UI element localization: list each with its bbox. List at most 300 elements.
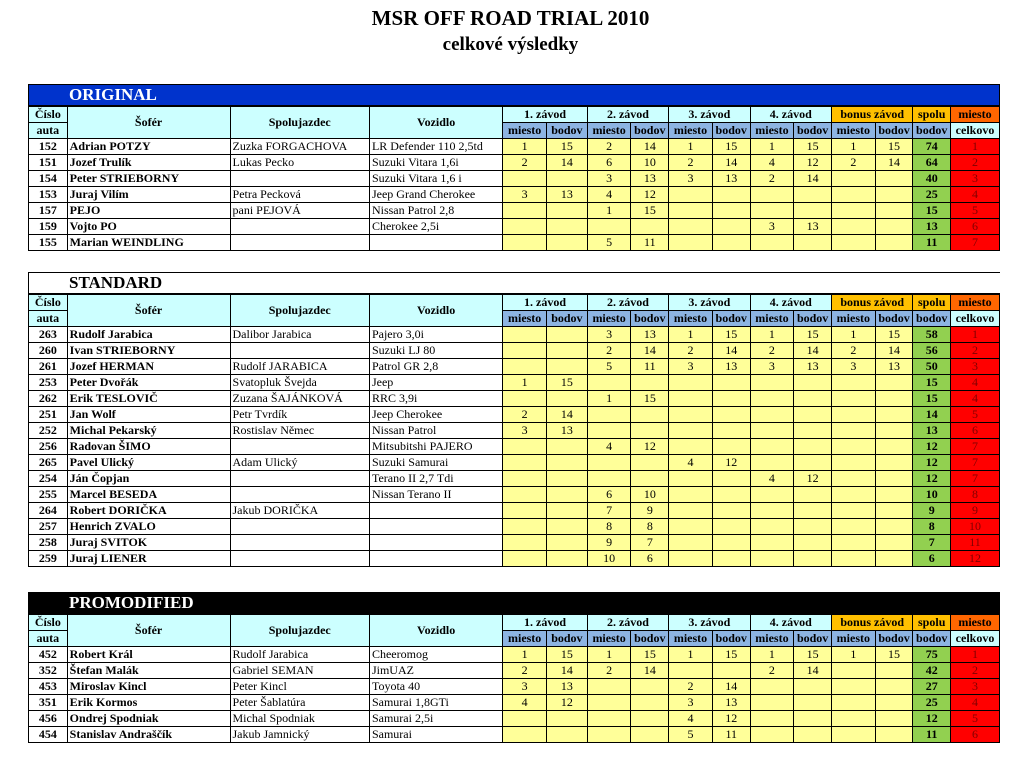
car-number: 253 xyxy=(29,375,68,391)
race-points: 15 xyxy=(631,647,669,663)
total-points: 12 xyxy=(913,439,951,455)
header-race-2: 2. závod xyxy=(587,107,668,123)
overall-rank: 1 xyxy=(951,327,1000,343)
header-overall: celkovo xyxy=(951,631,1000,647)
race-points xyxy=(712,471,750,487)
race-place xyxy=(587,727,631,743)
race-place xyxy=(831,439,875,455)
car-number: 454 xyxy=(29,727,68,743)
header-bonus: bonus závod xyxy=(831,107,912,123)
header-race-1: 1. závod xyxy=(503,107,587,123)
race-place: 2 xyxy=(750,343,794,359)
race-place xyxy=(503,439,547,455)
total-points: 8 xyxy=(913,519,951,535)
race-points xyxy=(631,695,669,711)
header-race-4: 4. závod xyxy=(750,295,831,311)
race-points: 15 xyxy=(794,647,832,663)
vehicle-name xyxy=(369,503,502,519)
driver-name: Marian WEINDLING xyxy=(67,235,230,251)
header-place: miesto xyxy=(831,631,875,647)
header-spolujazdec: Spolujazdec xyxy=(230,295,369,327)
race-place xyxy=(669,551,713,567)
race-points xyxy=(712,503,750,519)
race-points: 13 xyxy=(547,423,588,439)
overall-rank: 2 xyxy=(951,343,1000,359)
race-place: 2 xyxy=(831,343,875,359)
driver-name: Pavel Ulický xyxy=(67,455,230,471)
race-points: 15 xyxy=(547,375,588,391)
race-place: 1 xyxy=(669,327,713,343)
race-points xyxy=(631,471,669,487)
car-number: 260 xyxy=(29,343,68,359)
section-title: PROMODIFIED xyxy=(28,592,1000,614)
header-sofer: Šofér xyxy=(67,615,230,647)
vehicle-name xyxy=(369,235,502,251)
race-place: 7 xyxy=(587,503,631,519)
vehicle-name: Patrol GR 2,8 xyxy=(369,359,502,375)
race-points: 13 xyxy=(794,219,832,235)
race-points xyxy=(547,727,588,743)
race-place xyxy=(750,551,794,567)
race-place: 4 xyxy=(669,711,713,727)
race-points: 10 xyxy=(631,487,669,503)
race-place xyxy=(503,487,547,503)
race-points: 15 xyxy=(875,647,913,663)
table-row xyxy=(29,647,1000,663)
car-number: 159 xyxy=(29,219,68,235)
table-row xyxy=(29,407,1000,423)
race-place: 6 xyxy=(587,155,631,171)
vehicle-name: Pajero 3,0i xyxy=(369,327,502,343)
race-points xyxy=(631,455,669,471)
race-place xyxy=(831,535,875,551)
vehicle-name: Samurai 1,8GTi xyxy=(369,695,502,711)
race-points xyxy=(794,535,832,551)
race-place xyxy=(750,535,794,551)
table-row xyxy=(29,155,1000,171)
codriver-name: Rudolf JARABICA xyxy=(230,359,369,375)
race-points: 15 xyxy=(631,203,669,219)
race-points xyxy=(547,535,588,551)
race-points xyxy=(712,219,750,235)
overall-rank: 4 xyxy=(951,375,1000,391)
race-place xyxy=(503,203,547,219)
race-place: 3 xyxy=(587,327,631,343)
driver-name: Ivan STRIEBORNY xyxy=(67,343,230,359)
race-place xyxy=(669,407,713,423)
results-table xyxy=(28,106,1000,251)
header-cislo: Číslo xyxy=(29,295,68,311)
race-points xyxy=(875,679,913,695)
vehicle-name: Terano II 2,7 Tdi xyxy=(369,471,502,487)
race-place xyxy=(503,327,547,343)
table-row xyxy=(29,359,1000,375)
race-place xyxy=(503,727,547,743)
header-points: bodov xyxy=(547,123,588,139)
driver-name: Rudolf Jarabica xyxy=(67,327,230,343)
driver-name: Juraj Vilím xyxy=(67,187,230,203)
race-place: 5 xyxy=(669,727,713,743)
race-points: 15 xyxy=(712,327,750,343)
overall-rank: 7 xyxy=(951,439,1000,455)
total-points: 9 xyxy=(913,503,951,519)
race-points xyxy=(712,439,750,455)
race-place xyxy=(587,711,631,727)
race-place: 8 xyxy=(587,519,631,535)
header-auta: auta xyxy=(29,631,68,647)
race-points: 6 xyxy=(631,551,669,567)
car-number: 262 xyxy=(29,391,68,407)
header-place: miesto xyxy=(669,123,713,139)
race-points xyxy=(712,391,750,407)
race-place: 2 xyxy=(587,343,631,359)
race-place: 2 xyxy=(503,407,547,423)
header-place: miesto xyxy=(750,311,794,327)
race-place: 3 xyxy=(669,359,713,375)
race-place xyxy=(750,407,794,423)
overall-rank: 7 xyxy=(951,455,1000,471)
race-place: 3 xyxy=(587,171,631,187)
race-place: 1 xyxy=(669,647,713,663)
header-spolujazdec: Spolujazdec xyxy=(230,107,369,139)
total-points: 11 xyxy=(913,727,951,743)
race-points: 15 xyxy=(547,139,588,155)
car-number: 257 xyxy=(29,519,68,535)
race-place xyxy=(587,219,631,235)
header-points: bodov xyxy=(547,631,588,647)
table-row xyxy=(29,535,1000,551)
header-race-3: 3. závod xyxy=(669,295,750,311)
codriver-name: Dalibor Jarabica xyxy=(230,327,369,343)
race-points xyxy=(875,407,913,423)
vehicle-name: RRC 3,9i xyxy=(369,391,502,407)
race-place xyxy=(669,187,713,203)
car-number: 259 xyxy=(29,551,68,567)
race-points: 15 xyxy=(712,647,750,663)
car-number: 263 xyxy=(29,327,68,343)
table-row xyxy=(29,455,1000,471)
race-points xyxy=(794,203,832,219)
codriver-name: Jakub Jamnický xyxy=(230,727,369,743)
race-points xyxy=(547,711,588,727)
codriver-name: Zuzana ŠAJÁNKOVÁ xyxy=(230,391,369,407)
race-place xyxy=(831,171,875,187)
table-row xyxy=(29,327,1000,343)
car-number: 264 xyxy=(29,503,68,519)
race-place xyxy=(587,679,631,695)
race-points: 13 xyxy=(794,359,832,375)
car-number: 453 xyxy=(29,679,68,695)
race-points xyxy=(547,203,588,219)
header-place: miesto xyxy=(587,311,631,327)
header-place: miesto xyxy=(750,123,794,139)
table-row xyxy=(29,423,1000,439)
codriver-name xyxy=(230,551,369,567)
header-points: bodov xyxy=(875,123,913,139)
race-place xyxy=(587,695,631,711)
table-row xyxy=(29,171,1000,187)
header-points: bodov xyxy=(712,631,750,647)
race-points xyxy=(875,219,913,235)
codriver-name: Gabriel SEMAN xyxy=(230,663,369,679)
race-place: 1 xyxy=(503,375,547,391)
race-points xyxy=(875,695,913,711)
race-place xyxy=(831,187,875,203)
race-points: 15 xyxy=(794,327,832,343)
race-points xyxy=(794,391,832,407)
results-table xyxy=(28,294,1000,567)
header-place: miesto xyxy=(750,631,794,647)
overall-rank: 3 xyxy=(951,171,1000,187)
race-place xyxy=(503,391,547,407)
driver-name: Peter Dvořák xyxy=(67,375,230,391)
race-points xyxy=(712,663,750,679)
codriver-name xyxy=(230,219,369,235)
race-points xyxy=(547,503,588,519)
codriver-name xyxy=(230,471,369,487)
header-points: bodov xyxy=(875,311,913,327)
race-points xyxy=(547,171,588,187)
race-place xyxy=(750,727,794,743)
race-place: 2 xyxy=(587,139,631,155)
header-overall: celkovo xyxy=(951,123,1000,139)
header-rank: miesto xyxy=(951,107,1000,123)
race-points xyxy=(631,679,669,695)
race-points xyxy=(875,439,913,455)
driver-name: PEJO xyxy=(67,203,230,219)
vehicle-name: Samurai 2,5i xyxy=(369,711,502,727)
race-points: 15 xyxy=(547,647,588,663)
race-place xyxy=(750,711,794,727)
car-number: 352 xyxy=(29,663,68,679)
codriver-name xyxy=(230,535,369,551)
driver-name: Erik TESLOVIČ xyxy=(67,391,230,407)
header-row xyxy=(29,107,1000,123)
race-points: 13 xyxy=(547,679,588,695)
header-total-points: bodov xyxy=(913,631,951,647)
race-place xyxy=(669,235,713,251)
header-points: bodov xyxy=(794,311,832,327)
race-points xyxy=(794,711,832,727)
overall-rank: 1 xyxy=(951,647,1000,663)
race-place xyxy=(831,519,875,535)
codriver-name: Petra Pecková xyxy=(230,187,369,203)
race-place: 2 xyxy=(831,155,875,171)
race-points xyxy=(712,235,750,251)
race-place: 4 xyxy=(587,439,631,455)
race-place: 3 xyxy=(750,219,794,235)
table-row xyxy=(29,471,1000,487)
overall-rank: 7 xyxy=(951,235,1000,251)
race-place xyxy=(831,203,875,219)
codriver-name xyxy=(230,235,369,251)
header-row xyxy=(29,295,1000,311)
header-overall: celkovo xyxy=(951,311,1000,327)
overall-rank: 10 xyxy=(951,519,1000,535)
race-place xyxy=(831,663,875,679)
table-row xyxy=(29,219,1000,235)
car-number: 261 xyxy=(29,359,68,375)
race-points xyxy=(631,375,669,391)
header-points: bodov xyxy=(794,123,832,139)
driver-name: Adrian POTZY xyxy=(67,139,230,155)
race-points: 13 xyxy=(631,327,669,343)
header-points: bodov xyxy=(712,123,750,139)
total-points: 42 xyxy=(913,663,951,679)
header-race-4: 4. závod xyxy=(750,107,831,123)
codriver-name: Zuzka FORGACHOVA xyxy=(230,139,369,155)
overall-rank: 3 xyxy=(951,359,1000,375)
overall-rank: 8 xyxy=(951,487,1000,503)
race-place xyxy=(587,471,631,487)
total-points: 13 xyxy=(913,219,951,235)
total-points: 58 xyxy=(913,327,951,343)
driver-name: Juraj LIENER xyxy=(67,551,230,567)
car-number: 265 xyxy=(29,455,68,471)
vehicle-name: Suzuki LJ 80 xyxy=(369,343,502,359)
race-points: 12 xyxy=(794,155,832,171)
header-sofer: Šofér xyxy=(67,295,230,327)
race-place xyxy=(669,519,713,535)
race-place xyxy=(503,471,547,487)
race-points xyxy=(631,219,669,235)
race-place xyxy=(503,535,547,551)
codriver-name xyxy=(230,519,369,535)
driver-name: Henrich ZVALO xyxy=(67,519,230,535)
header-cislo: Číslo xyxy=(29,107,68,123)
race-place xyxy=(750,423,794,439)
table-row xyxy=(29,663,1000,679)
race-place: 2 xyxy=(750,171,794,187)
header-total: spolu xyxy=(913,107,951,123)
race-place xyxy=(503,711,547,727)
vehicle-name: Cherokee 2,5i xyxy=(369,219,502,235)
race-points xyxy=(875,535,913,551)
car-number: 254 xyxy=(29,471,68,487)
race-place xyxy=(669,471,713,487)
race-points: 14 xyxy=(547,663,588,679)
total-points: 15 xyxy=(913,203,951,219)
car-number: 256 xyxy=(29,439,68,455)
race-points xyxy=(875,471,913,487)
race-points xyxy=(547,327,588,343)
codriver-name: Peter Šablatúra xyxy=(230,695,369,711)
race-place xyxy=(831,375,875,391)
race-points: 14 xyxy=(712,343,750,359)
codriver-name: Michal Spodniak xyxy=(230,711,369,727)
driver-name: Peter STRIEBORNY xyxy=(67,171,230,187)
race-points xyxy=(712,407,750,423)
overall-rank: 5 xyxy=(951,407,1000,423)
race-points: 14 xyxy=(712,679,750,695)
header-race-1: 1. závod xyxy=(503,295,587,311)
race-points: 14 xyxy=(631,139,669,155)
total-points: 13 xyxy=(913,423,951,439)
race-place xyxy=(669,219,713,235)
header-auta: auta xyxy=(29,123,68,139)
race-place xyxy=(831,235,875,251)
race-points xyxy=(794,519,832,535)
header-spolujazdec: Spolujazdec xyxy=(230,615,369,647)
driver-name: Juraj SVITOK xyxy=(67,535,230,551)
driver-name: Stanislav Andraščík xyxy=(67,727,230,743)
race-place: 9 xyxy=(587,535,631,551)
race-points: 14 xyxy=(712,155,750,171)
race-points xyxy=(631,407,669,423)
race-place xyxy=(831,695,875,711)
header-race-2: 2. závod xyxy=(587,615,668,631)
race-place: 2 xyxy=(587,663,631,679)
race-place: 1 xyxy=(750,327,794,343)
race-place xyxy=(503,343,547,359)
driver-name: Erik Kormos xyxy=(67,695,230,711)
race-place: 1 xyxy=(669,139,713,155)
table-row xyxy=(29,203,1000,219)
header-place: miesto xyxy=(587,123,631,139)
race-place xyxy=(831,551,875,567)
codriver-name xyxy=(230,171,369,187)
race-place: 10 xyxy=(587,551,631,567)
race-points xyxy=(794,187,832,203)
total-points: 25 xyxy=(913,695,951,711)
header-row xyxy=(29,615,1000,631)
header-points: bodov xyxy=(631,631,669,647)
section-standard xyxy=(28,272,1000,567)
total-points: 74 xyxy=(913,139,951,155)
race-place: 3 xyxy=(669,171,713,187)
race-place xyxy=(669,487,713,503)
race-place: 5 xyxy=(587,235,631,251)
race-place: 2 xyxy=(669,155,713,171)
race-place: 1 xyxy=(503,647,547,663)
race-points: 14 xyxy=(875,155,913,171)
table-row xyxy=(29,679,1000,695)
race-place: 3 xyxy=(503,423,547,439)
race-points xyxy=(547,487,588,503)
race-points: 15 xyxy=(631,391,669,407)
race-points: 7 xyxy=(631,535,669,551)
race-points: 15 xyxy=(875,327,913,343)
table-row xyxy=(29,391,1000,407)
car-number: 153 xyxy=(29,187,68,203)
total-points: 56 xyxy=(913,343,951,359)
race-points xyxy=(547,219,588,235)
section-title: ORIGINAL xyxy=(28,84,1000,106)
race-points: 15 xyxy=(875,139,913,155)
total-points: 50 xyxy=(913,359,951,375)
vehicle-name: Suzuki Samurai xyxy=(369,455,502,471)
race-points xyxy=(547,439,588,455)
race-place xyxy=(750,203,794,219)
race-place xyxy=(669,375,713,391)
table-row xyxy=(29,503,1000,519)
race-points: 13 xyxy=(712,359,750,375)
race-place: 1 xyxy=(587,391,631,407)
race-place xyxy=(503,519,547,535)
race-place xyxy=(503,359,547,375)
race-points xyxy=(875,375,913,391)
race-points: 12 xyxy=(547,695,588,711)
header-points: bodov xyxy=(547,311,588,327)
vehicle-name xyxy=(369,535,502,551)
header-bonus: bonus závod xyxy=(831,615,912,631)
race-points xyxy=(794,487,832,503)
race-place: 4 xyxy=(587,187,631,203)
race-place xyxy=(503,171,547,187)
race-points xyxy=(631,423,669,439)
race-points xyxy=(794,439,832,455)
race-place: 3 xyxy=(669,695,713,711)
